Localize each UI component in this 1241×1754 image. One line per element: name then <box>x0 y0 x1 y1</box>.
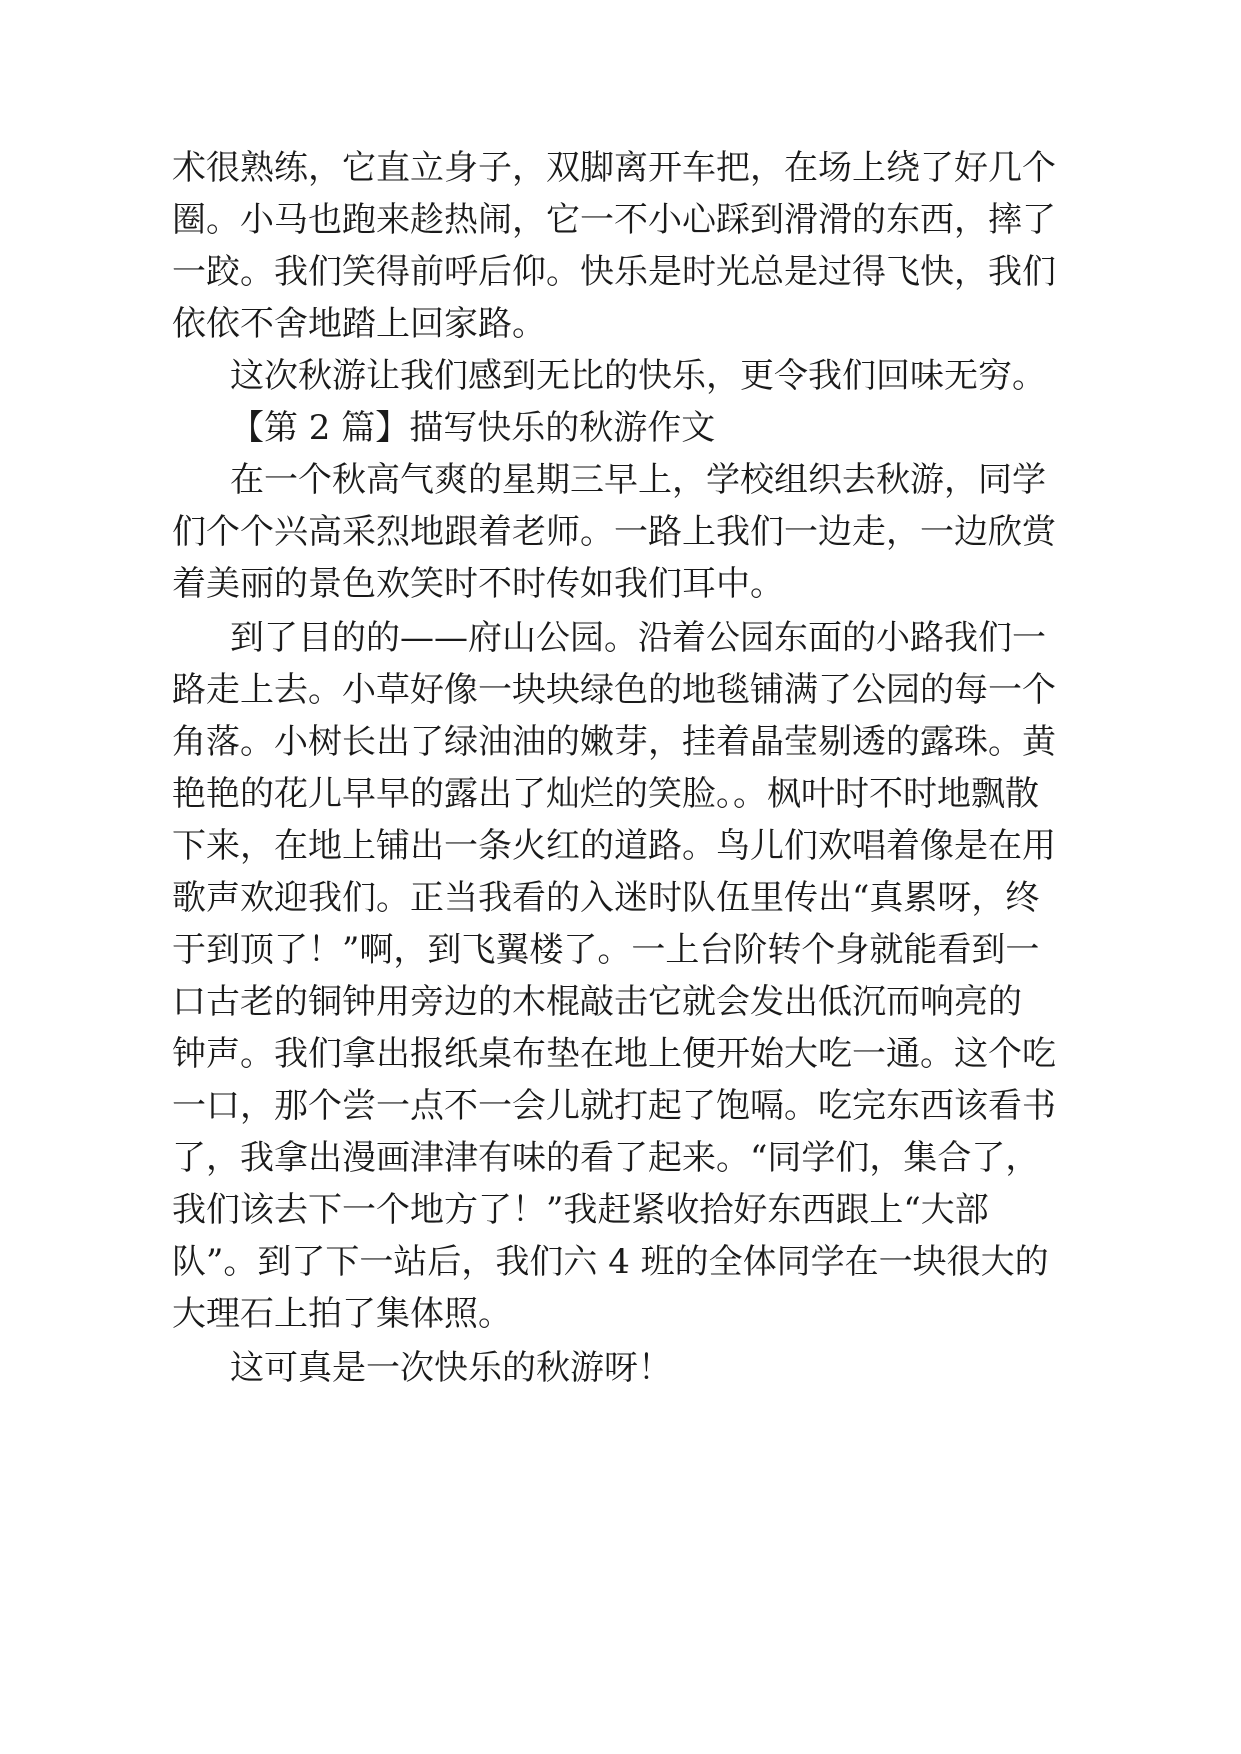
text-line: 这可真是一次快乐的秋游呀！ <box>230 1348 672 1388</box>
text-line: 歌声欢迎我们。正当我看的入迷时队伍里传出“真累呀，终 <box>172 878 1040 918</box>
text-line: 钟声。我们拿出报纸桌布垫在地上便开始大吃一通。这个吃 <box>172 1034 1056 1074</box>
section-heading: 【第 2 篇】描写快乐的秋游作文 <box>230 408 716 448</box>
text-line: 这次秋游让我们感到无比的快乐，更令我们回味无穷。 <box>230 356 1046 396</box>
text-line: 术很熟练，它直立身子，双脚离开车把，在场上绕了好几个 <box>172 148 1056 188</box>
text-line: 我们该去下一个地方了！”我赶紧收拾好东西跟上“大部 <box>172 1190 989 1230</box>
text-line: 了，我拿出漫画津津有味的看了起来。“同学们，集合了， <box>172 1138 1040 1178</box>
text-line: 着美丽的景色欢笑时不时传如我们耳中。 <box>172 564 784 604</box>
text-line: 艳艳的花儿早早的露出了灿烂的笑脸。。枫叶时不时地飘散 <box>172 774 1039 814</box>
text-line: 队”。到了下一站后，我们六 4 班的全体同学在一块很大的 <box>172 1242 1049 1282</box>
text-line: 圈。小马也跑来趁热闹，它一不小心踩到滑滑的东西，摔了 <box>172 200 1056 240</box>
text-line: 依依不舍地踏上回家路。 <box>172 304 546 344</box>
text-line: 路走上去。小草好像一块块绿色的地毯铺满了公园的每一个 <box>172 670 1056 710</box>
text-line: 一跤。我们笑得前呼后仰。快乐是时光总是过得飞快，我们 <box>172 252 1056 292</box>
text-line: 口古老的铜钟用旁边的木棍敲击它就会发出低沉而响亮的 <box>172 982 1022 1022</box>
text-line: 角落。小树长出了绿油油的嫩芽，挂着晶莹剔透的露珠。黄 <box>172 722 1056 762</box>
text-line: 们个个兴高采烈地跟着老师。一路上我们一边走，一边欣赏 <box>172 512 1056 552</box>
text-line: 大理石上拍了集体照。 <box>172 1294 512 1334</box>
text-line: 下来，在地上铺出一条火红的道路。鸟儿们欢唱着像是在用 <box>172 826 1056 866</box>
text-line: 到了目的的——府山公园。沿着公园东面的小路我们一 <box>230 618 1046 658</box>
text-line: 于到顶了！”啊，到飞翼楼了。一上台阶转个身就能看到一 <box>172 930 1040 970</box>
text-line: 一口，那个尝一点不一会儿就打起了饱嗝。吃完东西该看书 <box>172 1086 1056 1126</box>
text-line: 在一个秋高气爽的星期三早上，学校组织去秋游，同学 <box>230 460 1046 500</box>
